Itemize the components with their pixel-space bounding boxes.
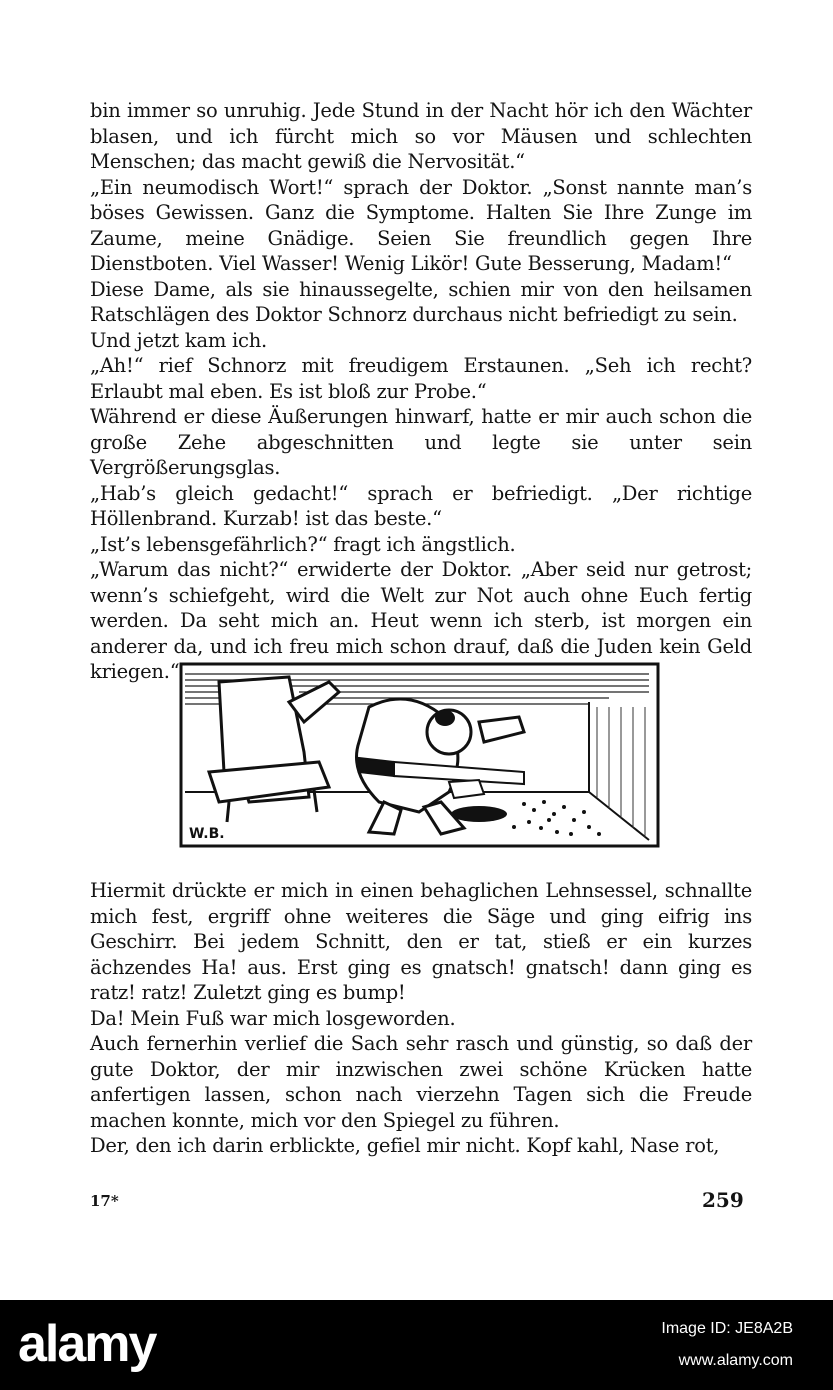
paragraph: „Warum das nicht?“ erwiderte der Doktor. „Aber seid nur getrost; wenn’s schiefgeht, wird die Welt zur Not auch ohne Euch fertig werden. Da seht mich an. Heut wenn ich sterb, ist morgen ein anderer da, und ich freu mich schon drauf, daß die Juden kein Geld kriegen.“ [90,558,752,683]
signature-mark: 17* [90,1192,119,1210]
stock-banner [0,1300,833,1390]
paragraph: „Hab’s gleich gedacht!“ sprach er befriedigt. „Der richtige Höllenbrand. Kurzab! ist das beste.“ [90,481,752,530]
paragraph: Da! Mein Fuß war mich losgeworden. [90,1006,456,1030]
paragraph: bin immer so unruhig. Jede Stund in der Nacht hör ich den Wächter blasen, und ich fürcht mich so vor Mäusen und schlechten Menschen; das macht gewiß die Nervosität.“ [90,99,752,173]
stock-url: www.alamy.com [678,1352,793,1369]
page-number: 259 [702,1188,744,1212]
text-block-bottom [90,878,752,1159]
paragraph: Auch fernerhin verlief die Sach sehr rasch und günstig, so daß der gute Doktor, der mir inzwischen zwei schöne Krücken hatte anfertigen lassen, schon nach vierzehn Tagen sich die Freude machen konnte, mich vor den Spiegel zu führen. [90,1032,752,1132]
paragraph: Während er diese Äußerungen hinwarf, hatte er mir auch schon die große Zehe abgeschnitten und legte sie unter sein Vergrößerungsglas. [90,405,752,479]
paragraph: Diese Dame, als sie hinaussegelte, schien mir von den heilsamen Ratschlägen des Doktor Schnorz durchaus nicht befriedigt zu sein. [90,277,752,326]
paragraph: Hiermit drückte er mich in einen behaglichen Lehnsessel, schnallte mich fest, ergriff ohne weiteres die Säge und ging eifrig ins Geschirr. Bei jedem Schnitt, den er tat, stieß er ein kurzes ächzendes Ha! aus. Erst ging es gnatsch! gnatsch! dann ging es ratz! ratz! Zuletzt ging es bump! [90,879,752,1004]
illustration [179,662,660,848]
text-block-top [90,98,752,685]
image-id-label: Image ID: JE8A2B [661,1320,793,1337]
paragraph: „Ah!“ rief Schnorz mit freudigem Erstaunen. „Seh ich recht? Erlaubt mal eben. Es ist bloß zur Probe.“ [90,354,752,403]
foot [449,780,484,798]
paragraph: „Ist’s lebensgefährlich?“ fragt ich ängstlich. [90,532,516,556]
paragraph: Und jetzt kam ich. [90,328,267,352]
illustration-signature: W.B. [189,826,225,842]
paragraph: „Ein neumodisch Wort!“ sprach der Doktor. „Sonst nannte man’s böses Gewissen. Ganz die Symptome. Halten Sie Ihre Zunge im Zaume, meine Gnädige. Seien Sie freundlich gegen Ihre Dienstboten. Viel Wasser! Wenig Likör! Gute Besserung, Madam!“ [90,175,752,275]
paragraph: Der, den ich darin erblickte, gefiel mir nicht. Kopf kahl, Nase rot, [90,1134,720,1157]
stock-logo: alamy [18,1315,156,1373]
